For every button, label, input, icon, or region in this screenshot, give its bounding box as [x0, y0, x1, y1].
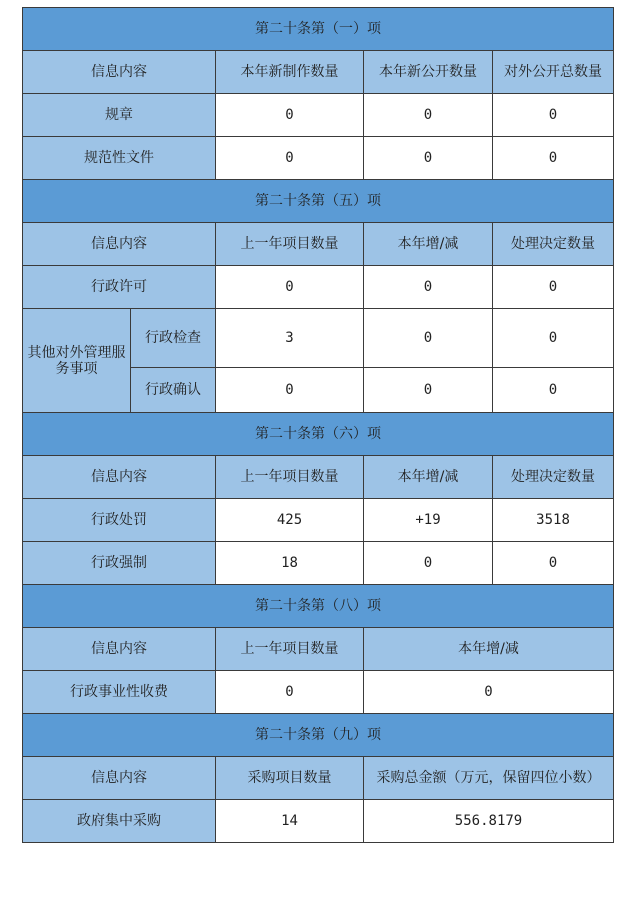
cell-value: 0: [364, 542, 493, 585]
section-title-6: 第二十条第（六）项: [23, 413, 614, 456]
table-row: [23, 266, 614, 309]
cell-value: 0: [216, 671, 364, 714]
column-header: 处理决定数量: [493, 456, 614, 499]
section-title-1: 第二十条第（一）项: [23, 8, 614, 51]
table-row: [23, 542, 614, 585]
table-row: [23, 94, 614, 137]
column-header: 信息内容: [23, 628, 216, 671]
cell-value: 425: [216, 499, 364, 542]
table-row: [23, 499, 614, 542]
table-row: [23, 800, 614, 843]
column-header: 采购项目数量: [216, 757, 364, 800]
column-header: 信息内容: [23, 757, 216, 800]
table-row: [23, 671, 614, 714]
row-label: 行政检查: [131, 309, 216, 368]
cell-value: 3: [216, 309, 364, 368]
row-label: 行政事业性收费: [23, 671, 216, 714]
disclosure-table: [22, 7, 614, 843]
cell-value: 0: [364, 309, 493, 368]
cell-value: 0: [216, 266, 364, 309]
cell-value: +19: [364, 499, 493, 542]
column-header: 本年新公开数量: [364, 51, 493, 94]
cell-value: 18: [216, 542, 364, 585]
row-label: 行政强制: [23, 542, 216, 585]
cell-value: 0: [493, 542, 614, 585]
table-row: [23, 309, 614, 368]
column-header: 上一年项目数量: [216, 223, 364, 266]
cell-value: 0: [493, 309, 614, 368]
group-label: 其他对外管理服务事项: [23, 309, 131, 413]
column-header: 本年增/减: [364, 223, 493, 266]
column-header: 信息内容: [23, 223, 216, 266]
column-header: 信息内容: [23, 51, 216, 94]
cell-value: 0: [364, 266, 493, 309]
row-label: 规范性文件: [23, 137, 216, 180]
column-header: 信息内容: [23, 456, 216, 499]
cell-value: 0: [216, 137, 364, 180]
cell-value: 3518: [493, 499, 614, 542]
cell-value: 0: [364, 368, 493, 413]
cell-value: 0: [216, 94, 364, 137]
column-header: 上一年项目数量: [216, 456, 364, 499]
section-title-5: 第二十条第（五）项: [23, 180, 614, 223]
column-header: 本年新制作数量: [216, 51, 364, 94]
row-label: 规章: [23, 94, 216, 137]
column-header: 本年增/减: [364, 456, 493, 499]
row-label: 行政处罚: [23, 499, 216, 542]
row-label: 政府集中采购: [23, 800, 216, 843]
section-title-9: 第二十条第（九）项: [23, 714, 614, 757]
table-row: [23, 137, 614, 180]
cell-value: 0: [493, 137, 614, 180]
cell-value: 0: [493, 368, 614, 413]
cell-value: 556.8179: [364, 800, 614, 843]
column-header: 对外公开总数量: [493, 51, 614, 94]
cell-value: 0: [364, 94, 493, 137]
column-header: 本年增/减: [364, 628, 614, 671]
column-header: 采购总金额（万元，保留四位小数）: [364, 757, 614, 800]
row-label: 行政确认: [131, 368, 216, 413]
row-label: 行政许可: [23, 266, 216, 309]
cell-value: 0: [493, 94, 614, 137]
cell-value: 0: [364, 137, 493, 180]
cell-value: 14: [216, 800, 364, 843]
cell-value: 0: [364, 671, 614, 714]
cell-value: 0: [216, 368, 364, 413]
column-header: 处理决定数量: [493, 223, 614, 266]
column-header: 上一年项目数量: [216, 628, 364, 671]
section-title-8: 第二十条第（八）项: [23, 585, 614, 628]
cell-value: 0: [493, 266, 614, 309]
